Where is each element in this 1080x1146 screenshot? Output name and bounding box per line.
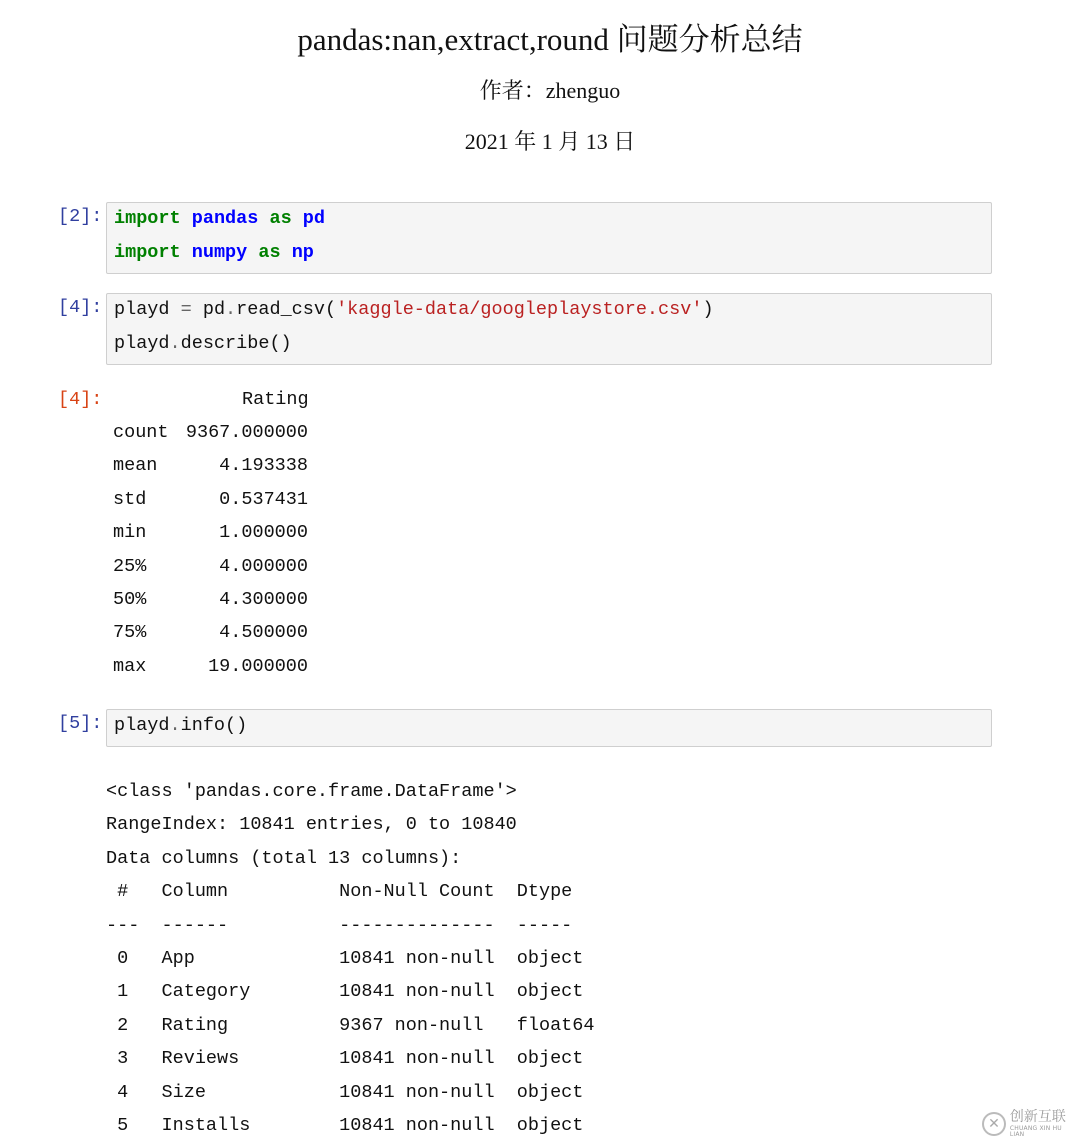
table-row-value: 1.000000 (219, 522, 308, 544)
code-text: playd (114, 715, 170, 736)
watermark-logo-icon: ✕ (982, 1112, 1006, 1136)
table-row-value: 9367.000000 (185, 422, 308, 443)
code-line (114, 333, 292, 354)
table-row-label: min (113, 522, 147, 544)
watermark-text-block (1010, 1110, 1078, 1138)
table-row-value: 4.193338 (219, 455, 308, 477)
document-date: 2021 年 1 月 13 日 (464, 129, 636, 154)
code-text: pd (191, 299, 226, 320)
code-line (114, 715, 247, 736)
table-header: Rating (242, 389, 309, 410)
info-line: RangeIndex: 10841 entries, 0 to 10840 (106, 814, 517, 836)
table-row-value: 4.500000 (219, 622, 308, 644)
info-line: 2 Rating 9367 non-null float64 (106, 1014, 595, 1036)
keyword: import (114, 242, 181, 263)
cell-4-input[interactable] (106, 293, 992, 365)
cell-5-prompt: [5]: (58, 713, 103, 734)
info-line: --- ------ -------------- ----- (106, 914, 573, 936)
info-line: 0 App 10841 non-null object (106, 948, 584, 969)
code-line (114, 242, 314, 263)
table-row-value: 4.300000 (219, 589, 308, 610)
alias-name: np (291, 242, 314, 263)
table-row-label: 75% (113, 622, 147, 644)
info-line: # Column Non-Null Count Dtype (106, 881, 573, 903)
code-text: read_csv( (236, 299, 337, 320)
info-line: <class 'pandas.core.frame.DataFrame'> (106, 781, 517, 802)
keyword: as (258, 242, 281, 263)
operator: . (169, 333, 181, 354)
code-text: info() (180, 715, 248, 736)
info-line: 5 Installs 10841 non-null object (106, 1115, 584, 1136)
code-text: playd (114, 299, 181, 320)
keyword: as (269, 208, 292, 229)
document-author: 作者：zhenguo (479, 78, 621, 103)
table-row-label: max (113, 655, 147, 677)
info-line: 4 Size 10841 non-null object (106, 1081, 584, 1103)
table-row-label: 50% (113, 589, 147, 610)
watermark (982, 1108, 1078, 1140)
operator: . (169, 715, 181, 736)
watermark-text: 创新互联 (1009, 1109, 1066, 1125)
cell-2-input[interactable] (106, 202, 992, 274)
operator: . (225, 299, 237, 320)
info-line: 1 Category 10841 non-null object (106, 981, 584, 1003)
code-line (114, 299, 714, 320)
table-row-value: 0.537431 (219, 488, 308, 510)
cell-2-prompt: [2]: (58, 206, 103, 227)
table-row-value: 19.000000 (208, 655, 308, 677)
table-row-label: count (113, 422, 169, 443)
cell-5-input[interactable] (106, 709, 992, 747)
info-line: Data columns (total 13 columns): (106, 847, 462, 869)
string-literal: 'kaggle-data/googleplaystore.csv' (336, 299, 703, 320)
cell-4-prompt: [4]: (58, 297, 103, 318)
table-row-label: mean (113, 455, 158, 477)
code-text: ) (702, 299, 714, 320)
code-text: playd (114, 333, 170, 354)
table-row-value: 4.000000 (219, 555, 308, 577)
watermark-subtext: CHUANG XIN HU LIAN (1009, 1125, 1062, 1138)
keyword: import (114, 208, 181, 229)
code-line (114, 208, 325, 229)
alias-name: pd (302, 208, 326, 229)
code-text: describe() (180, 333, 292, 354)
operator: = (180, 299, 192, 320)
output-4-prompt: [4]: (58, 389, 103, 410)
table-row-label: std (113, 488, 147, 510)
info-line: 3 Reviews 10841 non-null object (106, 1048, 584, 1070)
module-name: pandas (191, 208, 259, 229)
table-row-label: 25% (113, 555, 147, 577)
module-name: numpy (191, 242, 248, 263)
document-title: pandas:nan,extract,round 问题分析总结 (297, 22, 803, 57)
